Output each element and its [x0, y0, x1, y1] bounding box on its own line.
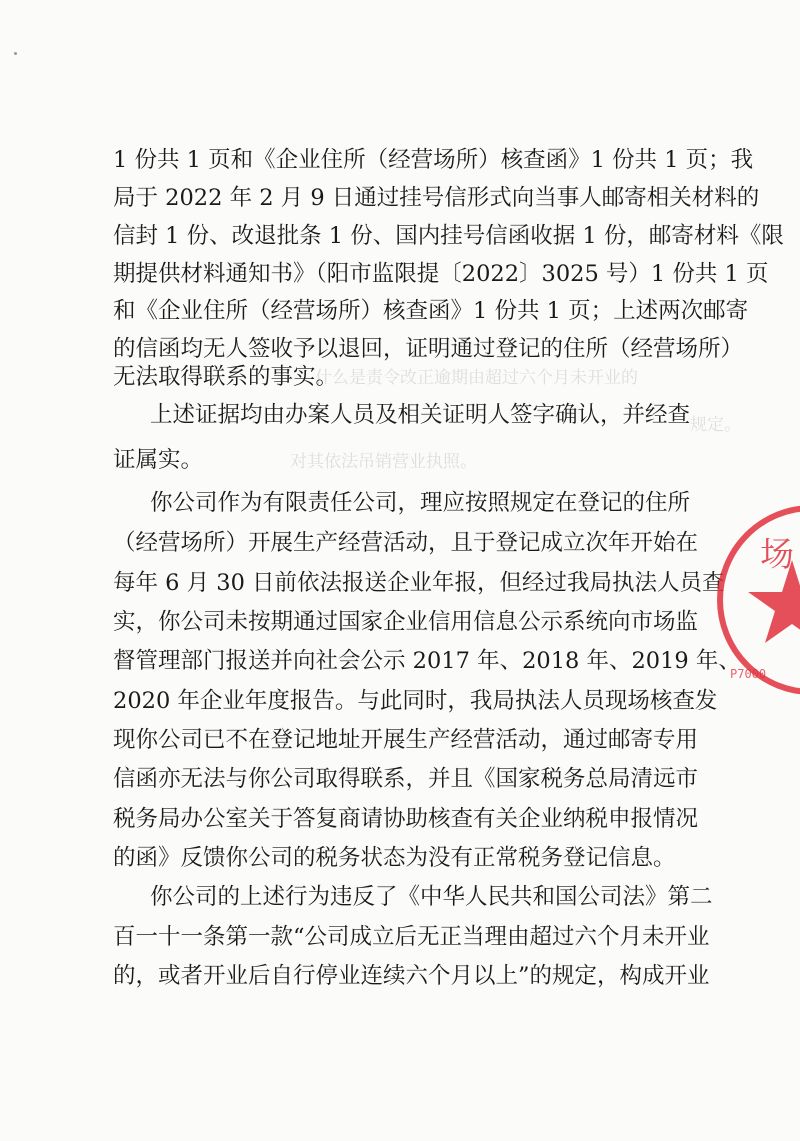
text-line: 督管理部门报送并向社会公示 2017 年、2018 年、2019 年、	[113, 648, 741, 674]
text-line: 局于 2022 年 2 月 9 日通过挂号信形式向当事人邮寄相关材料的	[113, 185, 760, 211]
text-line: 上述证据均由办案人员及相关证明人签字确认，并经查	[150, 402, 691, 428]
text-line: 1 份共 1 页和《企业住所（经营场所）核查函》1 份共 1 页；我	[113, 147, 754, 173]
text-line: （经营场所）开展生产经营活动，且于登记成立次年开始在	[113, 530, 699, 556]
official-seal-icon	[712, 500, 800, 740]
svg-text:场: 场	[760, 535, 794, 575]
text-line: 每年 6 月 30 日前依法报送企业年报，但经过我局执法人员查	[113, 570, 725, 596]
text-line: 实，你公司未按期通过国家企业信用信息公示系统向市场监	[113, 609, 699, 635]
text-line: 无法取得联系的事实。	[113, 364, 339, 390]
text-line: 你公司的上述行为违反了《中华人民共和国公司法》第二	[150, 884, 713, 910]
bleed-through-text: 规定。	[690, 415, 741, 435]
text-line: 信封 1 份、改退批条 1 份、国内挂号信函收据 1 份，邮寄材料《限	[113, 223, 784, 249]
text-line: 的，或者开业后自行停业连续六个月以上”的规定，构成开业	[113, 963, 710, 989]
text-line: 信函亦无法与你公司取得联系，并且《国家税务总局清远市	[113, 766, 699, 792]
text-line: 和《企业住所（经营场所）核查函》1 份共 1 页；上述两次邮寄	[113, 298, 749, 324]
bleed-through-text: 对其依法吊销营业执照。	[290, 452, 477, 472]
text-line: 证属实。	[113, 447, 204, 473]
text-line: 你公司作为有限责任公司，理应按照规定在登记的住所	[150, 490, 691, 516]
text-line: 的信函均无人签收予以退回，证明通过登记的住所（经营场所）	[113, 336, 744, 362]
scan-speck	[14, 52, 17, 55]
text-line: 税务局办公室关于答复商请协助核查有关企业纳税申报情况	[113, 806, 699, 832]
text-line: 百一十一条第一款“公司成立后无正当理由超过六个月未开业	[113, 924, 710, 950]
text-line: 期提供材料通知书》（阳市监限提〔2022〕3025 号）1 份共 1 页	[113, 261, 769, 287]
text-line: 的函》反馈你公司的税务状态为没有正常税务登记信息。	[113, 845, 676, 871]
text-line: 现你公司已不在登记地址开展生产经营活动，通过邮寄专用	[113, 727, 699, 753]
text-line: 2020 年企业年度报告。与此同时，我局执法人员现场核查发	[113, 688, 718, 714]
bleed-through-text: 什么是责令改正逾期由超过六个月未开业的	[315, 368, 638, 388]
svg-text:P7000: P7000	[730, 667, 767, 681]
